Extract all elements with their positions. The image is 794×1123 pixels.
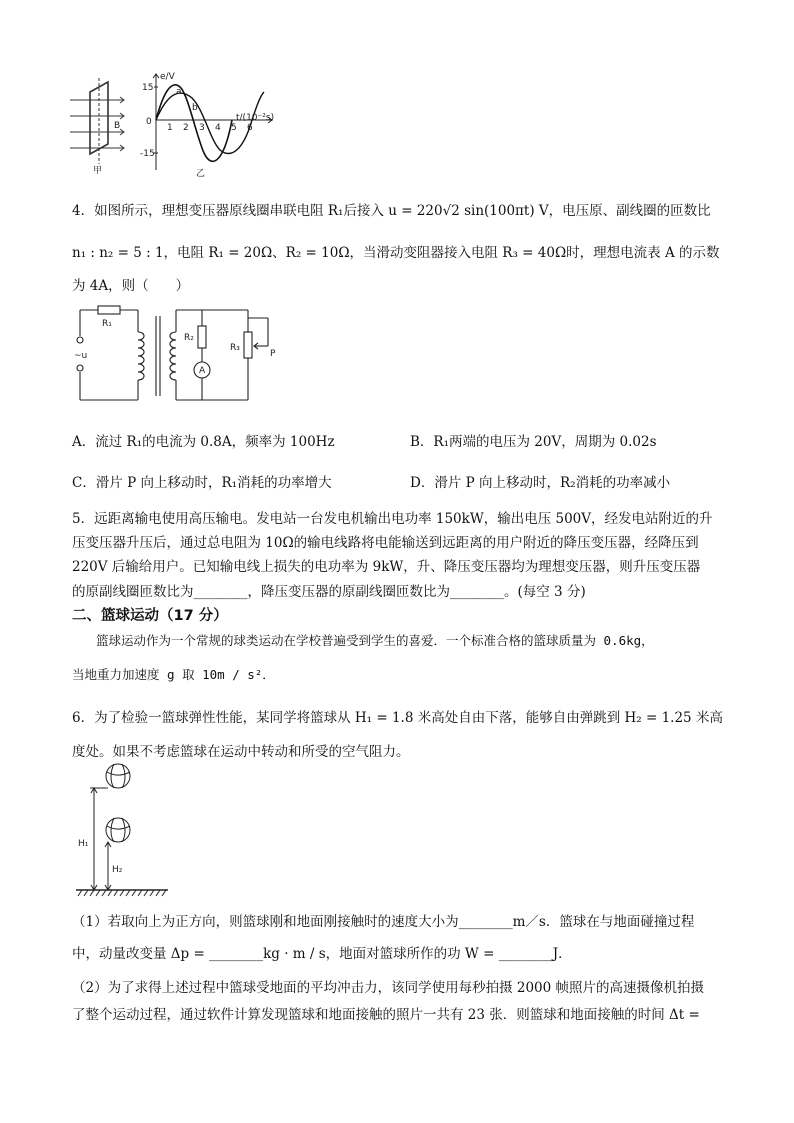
circuit-R3: R₃ — [230, 343, 240, 353]
x-tick-6: 6 — [247, 123, 253, 133]
q4-line2: n₁ : n₂ = 5 : 1，电阻 R₁ = 20Ω、R₂ = 10Ω，当滑动变阻器接入电阻 R₃ = 40Ω时，理想电流表 A 的示数 — [72, 245, 720, 261]
x-tick-1: 1 — [167, 123, 173, 133]
y-tick-15: 15 — [142, 83, 154, 93]
y-tick-neg15: -15 — [140, 149, 155, 159]
curve-b-label: b — [192, 103, 198, 113]
figure-emf-graph — [140, 70, 280, 178]
q5-line2: 压变压器升压后，通过总电阻为 10Ω的输电线路将电能输送到远距离的用户附近的降压变压器，经降压到 — [72, 535, 699, 551]
q6-sub1-line2: 中，动量改变量 Δp = ________kg · m / s，地面对篮球所作的功 W = ________J． — [72, 946, 572, 962]
q5-line4: 的原副线圈匝数比为________，降压变压器的原副线圈匝数比为________。(每空 3 分) — [72, 584, 586, 600]
x-tick-2: 2 — [183, 123, 189, 133]
section2-title: 二、篮球运动（17 分） — [72, 608, 228, 624]
label-jia: 甲 — [93, 166, 103, 176]
q4-line1: 4．如图所示，理想变压器原线圈串联电阻 R₁后接入 u = 220√2 sin(100πt) V，电压原、副线圈的匝数比 — [72, 203, 711, 219]
q5-line1: 5．远距离输电使用高压输电。发电站一台发电机输出电功率 150kW，输出电压 500V，经发电站附近的升 — [72, 511, 713, 527]
q4-line3: 为 4A，则（ ） — [72, 278, 190, 294]
q6-sub2-line2: 了整个运动过程，通过软件计算发现篮球和地面接触的照片一共有 23 张．则篮球和地面接触的时间 Δt = — [72, 1007, 700, 1023]
q4-option-b: B．R₁两端的电压为 20V，周期为 0.02s — [410, 434, 657, 450]
section2-intro-line2: 当地重力加速度 g 取 10m / s²． — [72, 667, 275, 682]
axis-e-label: e/V — [160, 72, 175, 82]
label-B: B — [114, 121, 121, 131]
q6-sub1-line1: （1）若取向上为正方向，则篮球刚和地面刚接触时的速度大小为________m／s．篮球在与地面碰撞过程 — [72, 914, 695, 930]
x-tick-4: 4 — [215, 123, 221, 133]
q6-line2: 度处。如果不考虑篮球在运动中转动和所受的空气阻力。 — [72, 744, 410, 760]
x-tick-5: 5 — [231, 123, 237, 133]
q5-line3: 220V 后输给用户。已知输电线上损失的电功率为 9kW，升、降压变压器均为理想变压器，则升压变压器 — [72, 559, 701, 575]
figure-basketball-drop — [74, 762, 170, 902]
circuit-R1: R₁ — [102, 319, 112, 329]
circuit-u: ~u — [74, 351, 88, 361]
figure-transformer-circuit — [70, 300, 280, 412]
axis-t-label: t/(10⁻²s) — [236, 113, 275, 123]
x-tick-3: 3 — [199, 123, 205, 133]
q6-sub2-line1: （2）为了求得上述过程中篮球受地面的平均冲击力，该同学使用每秒拍摄 2000 帧照片的高速摄像机拍摄 — [72, 980, 705, 996]
label-yi: 乙 — [196, 169, 206, 179]
circuit-P: P — [270, 349, 276, 359]
q4-option-a: A．流过 R₁的电流为 0.8A，频率为 100Hz — [72, 434, 335, 450]
q4-option-d: D．滑片 P 向上移动时，R₂消耗的功率减小 — [410, 475, 671, 491]
label-H2: H₂ — [112, 865, 123, 875]
circuit-A: A — [199, 366, 206, 376]
origin-label: 0 — [146, 117, 152, 127]
q4-option-c: C．滑片 P 向上移动时，R₁消耗的功率增大 — [72, 475, 332, 491]
section2-intro-line1: 篮球运动作为一个常规的球类运动在学校普遍受到学生的喜爱．一个标准合格的篮球质量为 0.6kg， — [96, 633, 654, 648]
q6-line1: 6．为了检验一篮球弹性性能，某同学将篮球从 H₁ = 1.8 米高处自由下落，能够自由弹跳到 H₂ = 1.25 米高 — [72, 710, 723, 726]
circuit-R2: R₂ — [184, 333, 194, 343]
curve-a-label: a — [176, 87, 182, 97]
figure-generator-coil — [68, 78, 138, 174]
label-H1: H₁ — [78, 839, 89, 849]
